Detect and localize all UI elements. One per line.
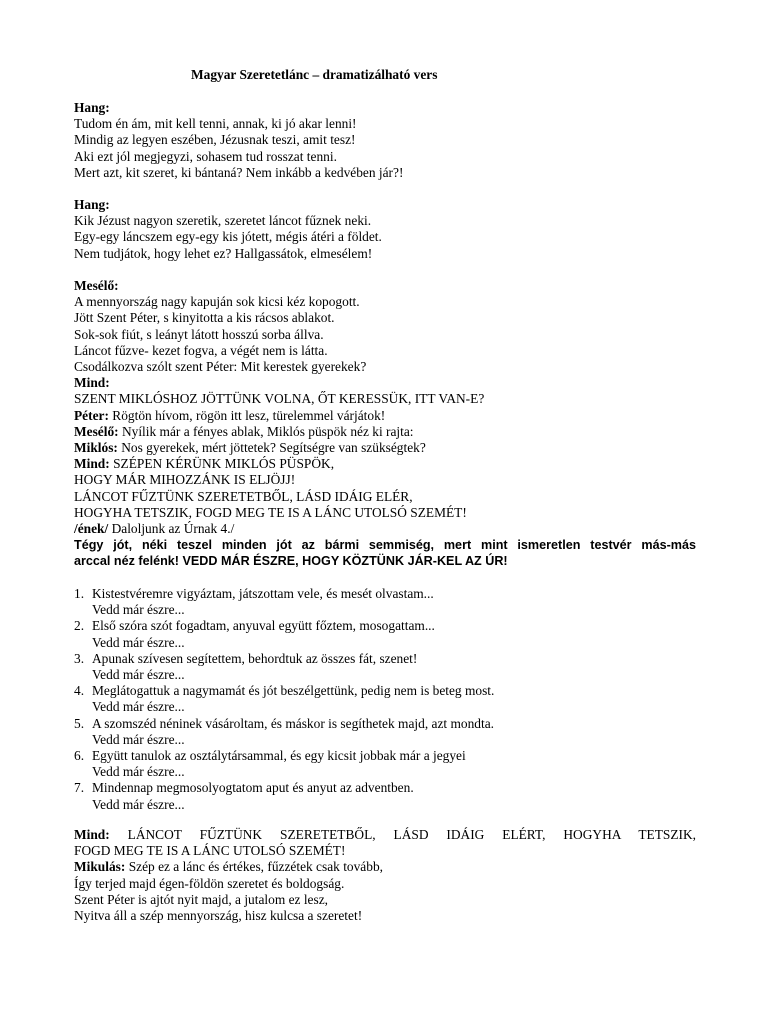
dialogue-text: Szép ez a lánc és értékes, fűzzétek csak tovább, (125, 859, 383, 875)
verse-line: Láncot fűzve- kezet fogva, a végét nem is látta. (74, 342, 328, 358)
speaker-label: Hang: (74, 100, 110, 115)
dialogue-line (74, 408, 696, 424)
dialogue-text: Rögtön hívom, rögön itt lesz, türelemmel várjátok! (108, 407, 386, 423)
verse-section-hang-2 (74, 197, 696, 262)
song-title: Daloljunk az Úrnak 4./ (108, 521, 235, 537)
list-item-text: Első szóra szót fogadtam, anyuval együtt főztem, mosogattam... (92, 618, 435, 634)
speaker-label: Péter: (74, 407, 109, 423)
list-item-text: Apunak szívesen segítettem, behordtuk az összes fát, szenet! (92, 650, 418, 666)
verse-line: Kik Jézust nagyon szeretik, szeretet láncot fűznek neki. (74, 213, 372, 229)
dialogue-text: Nos gyerekek, mért jöttetek? Segítségre van szükségtek? (117, 440, 426, 456)
speaker-label: Mind: (74, 375, 110, 391)
dialogue-line (74, 456, 696, 472)
verse-line: Jött Szent Péter, s kinyitotta a kis rácsos ablakot. (74, 310, 335, 326)
verse-line: Tudom én ám, mit kell tenni, annak, ki jó akar lenni! (74, 116, 357, 132)
verse-line: A mennyország nagy kapuján sok kicsi kéz kopogott. (74, 294, 360, 310)
list-item-text: A szomszéd néninek vásároltam, és máskor is segíthetek majd, azt mondta. (92, 715, 494, 731)
list-item-number: 2. (74, 618, 85, 634)
list-item-text: Kistestvéremre vigyáztam, játszottam vele, és mesét olvastam... (92, 586, 434, 601)
bold-paragraph-line-2: arccal néz felénk! VEDD MÁR ÉSZRE, HOGY KÖZTÜNK JÁR-KEL AZ ÚR! (74, 554, 508, 569)
verse-section-meselo (74, 278, 696, 570)
list-item-refrain: Vedd már észre... (92, 602, 185, 618)
list-item (74, 618, 696, 650)
closing-mind-line-1 (74, 827, 696, 843)
verse-line: Mert azt, kit szeret, ki bántaná? Nem inkább a kedvében jár?! (74, 164, 404, 180)
dialogue-line (74, 859, 696, 875)
verse-line: Így terjed majd égen-földön szeretet és boldogság. (74, 875, 345, 891)
list-item-refrain: Vedd már észre... (92, 764, 185, 780)
list-item (74, 683, 696, 715)
list-item-refrain: Vedd már észre... (92, 634, 185, 650)
dialogue-text: SZÉPEN KÉRÜNK MIKLÓS PÜSPÖK, (109, 456, 335, 472)
list-item-refrain: Vedd már észre... (92, 731, 185, 747)
speaker-label: Mind: (74, 827, 110, 842)
bold-paragraph-line-1: Tégy jót, néki teszel minden jót az bármi semmiség, mert mint ismeretlen testvér más-más (74, 538, 696, 553)
verse-section-hang-1 (74, 100, 696, 181)
list-item-number: 7. (74, 780, 85, 796)
list-item (74, 780, 696, 812)
list-item-text: Meglátogattuk a nagymamát és jót beszélgettünk, pedig nem is beteg most. (92, 683, 495, 699)
list-item (74, 748, 696, 780)
dialogue-text: Nyílik már a fényes ablak, Miklós püspök néz ki rajta: (118, 423, 414, 439)
verse-line: Szent Péter is ajtót nyit majd, a jutalom ez lesz, (74, 891, 328, 907)
list-item-refrain: Vedd már észre... (92, 667, 185, 683)
dialogue-text: LÁNCOT FŰZTÜNK SZERETETBŐL, LÁSD IDÁIG ELÉRT, HOGYHA TETSZIK, (109, 827, 696, 842)
verse-line: Csodálkozva szólt szent Péter: Mit kerestek gyerekek? (74, 359, 367, 375)
closing-section (74, 827, 696, 924)
verse-line: HOGYHA TETSZIK, FOGD MEG TE IS A LÁNC UTOLSÓ SZEMÉT! (74, 504, 467, 520)
verse-line: Mindig az legyen eszében, Jézusnak teszi, amit tesz! (74, 132, 356, 148)
list-item-number: 3. (74, 650, 85, 666)
speaker-label: Mesélő: (74, 278, 119, 293)
verse-line: HOGY MÁR MIHOZZÁNK IS ELJÖJJ! (74, 472, 296, 488)
verse-line: Nyitva áll a szép mennyország, hisz kulcsa a szeretet! (74, 908, 363, 924)
good-deeds-list (74, 586, 696, 813)
song-note (74, 521, 696, 537)
list-item-text: Mindennap megmosolyogtatom aput és anyut az adventben. (92, 780, 414, 796)
speaker-label: Hang: (74, 197, 110, 212)
verse-line: Sok-sok fiút, s leányt látott hosszú sorba állva. (74, 326, 324, 342)
list-item-number: 5. (74, 715, 85, 731)
dialogue-line (74, 424, 696, 440)
list-item-refrain: Vedd már észre... (92, 796, 185, 812)
list-item-number: 1. (74, 586, 85, 601)
verse-line: FOGD MEG TE IS A LÁNC UTOLSÓ SZEMÉT! (74, 843, 346, 859)
speaker-label: Mesélő: (74, 423, 119, 439)
list-item (74, 586, 696, 618)
list-item (74, 651, 696, 683)
verse-line: Nem tudjátok, hogy lehet ez? Hallgassátok, elmesélem! (74, 245, 373, 261)
list-item-refrain: Vedd már észre... (92, 699, 185, 715)
speaker-label: Mikulás: (74, 859, 126, 875)
document-title: Magyar Szeretetlánc – dramatizálható vers (191, 67, 438, 82)
verse-line: SZENT MIKLÓSHOZ JÖTTÜNK VOLNA, ŐT KERESSÜK, ITT VAN-E? (74, 391, 485, 407)
song-label: /ének/ (74, 521, 109, 537)
list-item (74, 716, 696, 748)
verse-line: Aki ezt jól megjegyzi, sohasem tud rosszat tenni. (74, 148, 337, 164)
list-item-text: Együtt tanulok az osztálytársammal, és egy kicsit jobbak már a jegyei (92, 748, 466, 764)
dialogue-line (74, 440, 696, 456)
speaker-label: Mind: (74, 456, 110, 472)
speaker-label: Miklós: (74, 440, 118, 456)
verse-line: LÁNCOT FŰZTÜNK SZERETETBŐL, LÁSD IDÁIG ELÉR, (74, 488, 413, 504)
verse-line: Egy-egy láncszem egy-egy kis jótett, mégis átéri a földet. (74, 229, 382, 245)
list-item-number: 6. (74, 748, 85, 764)
list-item-number: 4. (74, 683, 85, 699)
